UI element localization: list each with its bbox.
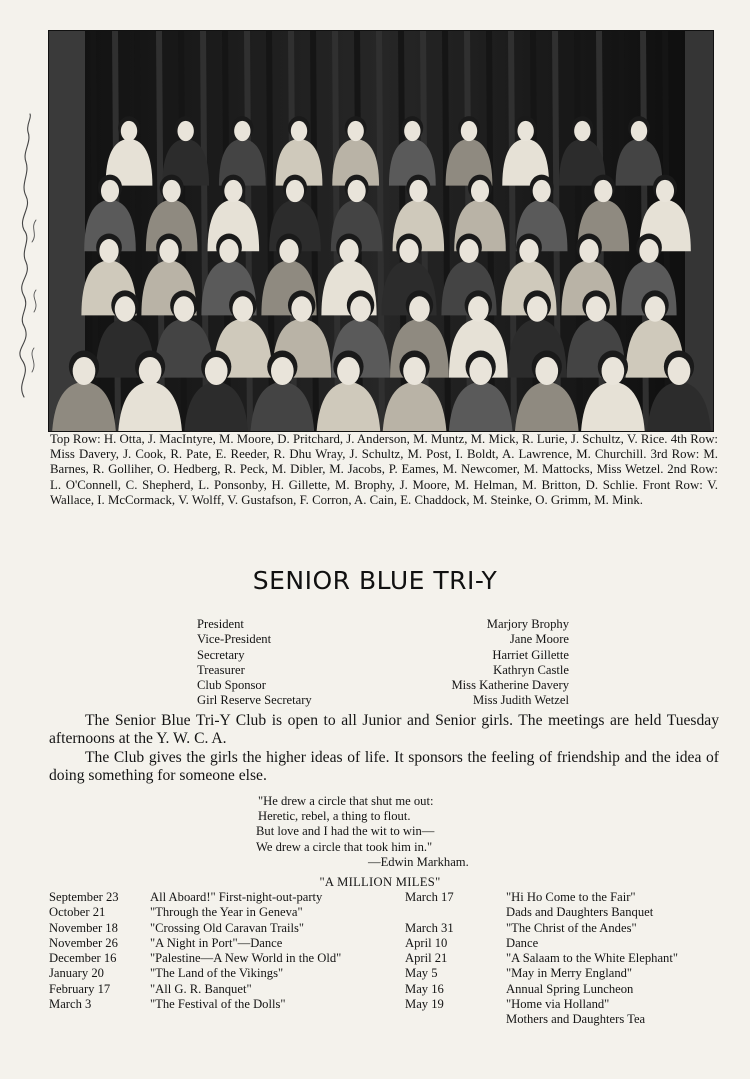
schedule-row — [49, 951, 379, 966]
intro-paragraph — [49, 712, 719, 748]
schedule-date: May 5 — [405, 966, 438, 981]
handwritten-signature — [2, 112, 48, 402]
schedule-left-column — [49, 890, 379, 1012]
schedule-event: "The Christ of the Andes" — [506, 920, 637, 935]
poem-attribution: —Edwin Markham. — [368, 854, 469, 869]
schedule-row — [405, 936, 717, 951]
schedule-event: "Through the Year in Geneva" — [150, 905, 303, 920]
schedule-date: December 16 — [49, 951, 117, 966]
schedule-event: Dance — [506, 935, 539, 950]
schedule-row — [49, 905, 379, 920]
schedule-event: Mothers and Daughters Tea — [506, 1012, 646, 1027]
schedule-date: November 18 — [49, 920, 118, 935]
schedule-date — [405, 1012, 506, 1027]
officer-name: Miss Katherine Davery — [451, 678, 569, 693]
schedule-row — [405, 905, 717, 920]
officer-role: Girl Reserve Secretary — [197, 693, 312, 708]
purpose-paragraph — [49, 749, 719, 785]
purpose-paragraph-text: The Club gives the girls the higher ideas of life. It sponsors the feeling of friendship and the idea of doing something for someone else. — [49, 749, 719, 785]
schedule-row — [49, 966, 379, 981]
schedule-row — [405, 966, 717, 981]
officer-row — [197, 648, 569, 663]
schedule-date: April 10 — [405, 935, 448, 950]
schedule-row — [405, 1012, 717, 1027]
officer-row — [197, 617, 569, 632]
schedule-event: "The Festival of the Dolls" — [150, 997, 286, 1012]
officer-name: Harriet Gillette — [492, 647, 569, 662]
poem-line: We drew a circle that took him in." — [256, 839, 433, 854]
schedule-date: May 19 — [405, 997, 444, 1012]
schedule-row — [49, 921, 379, 936]
schedule-row — [49, 936, 379, 951]
schedule-event: "All G. R. Banquet" — [150, 981, 252, 996]
schedule-row — [49, 890, 379, 905]
photo-caption: Top Row: H. Otta, J. MacIntyre, M. Moore, D. Pritchard, J. Anderson, M. Muntz, M. Mick, R. Lurie, J. Schultz, V. Rice. 4th Row: Miss Davery, J. Cook, R. Pate, E. Reeder, R. Dhu Wray, J. Schultz, M. Post, I. Boldt, A. Lawrence, M. Churchill. 3rd Row: M. Barnes, R. Golliher, O. Hedberg, R. Peck, M. Dibler, M. Jacobs, P. Eames, M. Newcomer, M. Mattocks, Miss Wetzel. 2nd Row: L. O'Connell, C. Shepherd, L. Ponsonby, H. Gillette, M. Brophy, J. Moore, M. Helman, M. Britton, D. Schlie. Front Row: V. Wallace, I. McCormack, V. Wolff, V. Gustafson, F. Corron, A. Cain, E. Chaddock, M. Steinke, O. Grimm, M. Mink. — [50, 432, 718, 507]
poem — [256, 794, 526, 870]
schedule-date: March 17 — [405, 890, 454, 904]
intro-paragraph-text: The Senior Blue Tri-Y Club is open to all Junior and Senior girls. The meetings are held Tuesday afternoons at the Y. W. C. A. — [49, 712, 719, 748]
officer-row — [197, 678, 569, 693]
officer-role: Secretary — [197, 647, 245, 662]
officer-role: Vice-President — [197, 632, 272, 647]
schedule-event: "A Night in Port"—Dance — [150, 935, 283, 950]
schedule-date: March 31 — [405, 920, 454, 935]
schedule-row — [405, 951, 717, 966]
schedule-event: "Palestine—A New World in the Old" — [150, 951, 342, 966]
officer-role: Treasurer — [197, 662, 245, 677]
page-title: SENIOR BLUE TRI-Y — [252, 566, 498, 595]
officer-role: President — [197, 617, 244, 631]
group-photo — [48, 30, 714, 432]
schedule-title: "A MILLION MILES" — [319, 875, 441, 889]
schedule-event: All Aboard!" First-night-out-party — [150, 890, 323, 904]
group-photo-illustration — [49, 31, 713, 431]
officer-name: Miss Judith Wetzel — [472, 693, 569, 708]
schedule-row — [405, 890, 717, 905]
schedule-date: October 21 — [49, 905, 106, 920]
schedule-event: "Crossing Old Caravan Trails" — [150, 920, 305, 935]
schedule-date — [405, 905, 506, 920]
schedule-event: "May in Merry England" — [506, 966, 633, 981]
schedule-row — [405, 921, 717, 936]
poem-line: But love and I had the wit to win— — [256, 824, 435, 839]
schedule-event: Annual Spring Luncheon — [506, 981, 634, 996]
schedule-event: "Home via Holland" — [506, 997, 610, 1012]
officer-row — [197, 663, 569, 678]
schedule-date: March 3 — [49, 997, 92, 1012]
schedule-date: January 20 — [49, 966, 104, 981]
schedule-date: May 16 — [405, 981, 444, 996]
schedule-date: November 26 — [49, 935, 118, 950]
officers-list — [197, 617, 569, 709]
schedule-row — [405, 982, 717, 997]
schedule-event: Dads and Daughters Banquet — [506, 905, 654, 920]
officer-name: Marjory Brophy — [486, 617, 569, 631]
schedule-row — [49, 997, 379, 1012]
schedule-date: September 23 — [49, 890, 119, 904]
schedule-event: "The Land of the Vikings" — [150, 966, 284, 981]
officer-name: Jane Moore — [509, 632, 569, 647]
officer-name: Kathryn Castle — [493, 662, 569, 677]
officer-row — [197, 632, 569, 647]
poem-line: "He drew a circle that shut me out: — [258, 794, 434, 808]
schedule-event: "Hi Ho Come to the Fair" — [506, 890, 636, 904]
poem-line: Heretic, rebel, a thing to flout. — [258, 809, 411, 824]
schedule-date: April 21 — [405, 951, 448, 966]
schedule-row — [49, 982, 379, 997]
schedule-event: "A Salaam to the White Elephant" — [506, 951, 678, 966]
officer-role: Club Sponsor — [197, 678, 266, 693]
schedule-row — [405, 997, 717, 1012]
schedule-date: February 17 — [49, 981, 111, 996]
officer-row — [197, 693, 569, 708]
schedule-right-column — [405, 890, 717, 1028]
